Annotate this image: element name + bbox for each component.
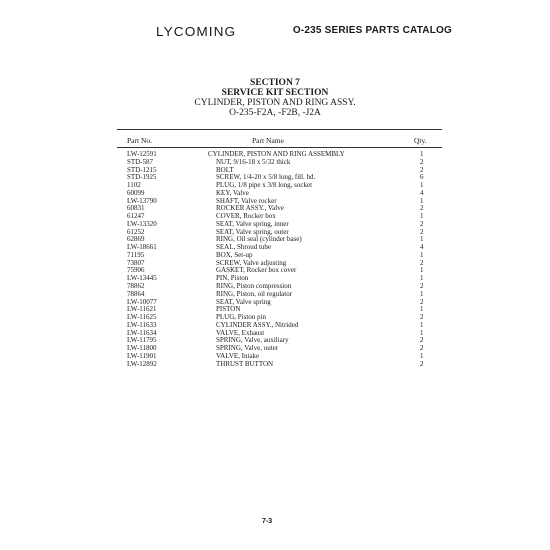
part-quantity: 2 <box>420 157 424 166</box>
part-name: BOX, Set-up <box>216 250 253 259</box>
part-name: SPRING, Valve, outer <box>216 344 279 353</box>
table-row <box>0 322 550 330</box>
part-quantity: 2 <box>420 282 424 291</box>
table-row <box>0 159 550 167</box>
part-number: STD-1925 <box>127 173 157 182</box>
part-name: RING, Piston compression <box>216 282 292 291</box>
part-number: LW-13790 <box>127 196 157 205</box>
part-name: PIN, Piston <box>216 274 249 283</box>
part-quantity: 1 <box>420 351 424 360</box>
part-number: 71195 <box>127 250 145 259</box>
part-number: 1102 <box>127 181 141 190</box>
part-quantity: 4 <box>420 243 424 252</box>
part-number: LW-11800 <box>127 344 157 353</box>
part-number: 75906 <box>127 266 145 275</box>
part-quantity: 1 <box>420 181 424 190</box>
section-title: SERVICE KIT SECTION <box>221 88 329 98</box>
part-number: LW-13320 <box>127 219 157 228</box>
part-number: LW-11621 <box>127 305 157 314</box>
part-name: SHAFT, Valve rocker <box>216 196 277 205</box>
part-number: LW-11633 <box>127 320 157 329</box>
part-quantity: 1 <box>420 305 424 314</box>
part-quantity: 2 <box>420 165 424 174</box>
table-top-rule <box>117 129 442 130</box>
table-row <box>0 299 550 307</box>
table-row <box>0 306 550 314</box>
part-quantity: 1 <box>420 328 424 337</box>
part-number: STD-587 <box>127 157 154 166</box>
part-name: SEAT, Valve spring <box>216 297 271 306</box>
part-quantity: 2 <box>420 313 424 322</box>
catalog-title: O-235 SERIES PARTS CATALOG <box>292 25 452 36</box>
parts-table-body <box>0 151 550 368</box>
part-name: VALVE, Exhaust <box>216 328 265 337</box>
part-number: STD-1215 <box>127 165 157 174</box>
part-name: SCREW, 1/4-20 x 5/8 long, fill. hd. <box>216 173 316 182</box>
brand-logo-text: LYCOMING <box>156 24 237 39</box>
table-row <box>0 291 550 299</box>
part-name: SEAT, Valve spring, outer <box>216 227 289 236</box>
part-name: PLUG, 1/8 pipe x 3/8 long, socket <box>216 181 313 190</box>
assembly-title: CYLINDER, PISTON AND RING ASSY. <box>194 98 356 108</box>
part-number: 62869 <box>127 235 145 244</box>
part-name: VALVE, Intake <box>216 351 260 360</box>
part-name: COVER, Rocker box <box>216 212 276 221</box>
part-number: LW-13445 <box>127 274 157 283</box>
part-quantity: 2 <box>420 336 424 345</box>
table-row <box>0 345 550 353</box>
part-number: LW-11901 <box>127 351 157 360</box>
section-number: SECTION 7 <box>250 78 300 88</box>
table-row <box>0 353 550 361</box>
part-name: CYLINDER, PISTON AND RING ASSEMBLY <box>208 150 345 158</box>
part-number: LW-10077 <box>127 297 157 306</box>
part-number: LW-12591 <box>127 150 157 158</box>
part-name: PISTON <box>216 305 241 314</box>
part-name: THRUST BUTTON <box>216 359 274 368</box>
part-quantity: 2 <box>420 258 424 267</box>
part-number: 73807 <box>127 258 145 267</box>
part-number: 78862 <box>127 282 145 291</box>
part-name: KEY, Valve <box>216 188 249 197</box>
part-name: BOLT <box>216 165 234 174</box>
table-header-rule <box>117 147 442 148</box>
part-quantity: 1 <box>420 250 424 259</box>
part-number: 61247 <box>127 212 145 221</box>
part-number: 60099 <box>127 188 145 197</box>
part-number: LW-12892 <box>127 359 157 368</box>
part-name: CYLINDER ASSY., Nitrided <box>216 320 299 329</box>
page-number: 7-3 <box>262 518 273 525</box>
table-row <box>0 267 550 275</box>
part-number: LW-11625 <box>127 313 157 322</box>
part-quantity: 1 <box>420 196 424 205</box>
model-list: O-235-F2A, -F2B, -J2A <box>229 108 321 118</box>
table-row <box>0 244 550 252</box>
table-row <box>0 182 550 190</box>
table-row <box>0 236 550 244</box>
part-quantity: 4 <box>420 188 424 197</box>
table-row <box>0 361 550 369</box>
part-quantity: 1 <box>420 266 424 275</box>
part-number: LW-11795 <box>127 336 157 345</box>
part-quantity: 2 <box>420 344 424 353</box>
part-name: RING, Oil seal (cylinder base) <box>216 235 302 244</box>
part-number: 78864 <box>127 289 145 298</box>
part-name: ROCKER ASSY., Valve <box>216 204 284 213</box>
part-name: PLUG, Piston pin <box>216 313 266 322</box>
part-quantity: 1 <box>420 289 424 298</box>
part-name: SEAT, Valve spring, inner <box>216 219 289 228</box>
part-quantity: 2 <box>420 297 424 306</box>
part-name: SCREW, Valve adjusting <box>216 258 287 267</box>
part-quantity: 1 <box>420 212 424 221</box>
part-quantity: 2 <box>420 204 424 213</box>
column-header-qty: Qty. <box>414 136 427 145</box>
part-quantity: 6 <box>420 173 424 182</box>
part-quantity: 1 <box>420 150 424 158</box>
column-header-part-no: Part No. <box>127 136 152 145</box>
part-name: RING, Piston, oil regulator <box>216 289 293 298</box>
part-quantity: 2 <box>420 227 424 236</box>
part-number: LW-18661 <box>127 243 157 252</box>
part-number: 60831 <box>127 204 145 213</box>
part-quantity: 1 <box>420 274 424 283</box>
part-quantity: 2 <box>420 219 424 228</box>
part-name: SPRING, Valve, auxiliary <box>216 336 289 345</box>
part-quantity: 1 <box>420 235 424 244</box>
part-quantity: 1 <box>420 320 424 329</box>
part-name: GASKET, Rocker box cover <box>216 266 297 275</box>
part-name: NUT, 9/16-18 x 5/32 thick <box>216 157 291 166</box>
part-number: 61252 <box>127 227 145 236</box>
part-name: SEAL, Shroud tube <box>216 243 272 252</box>
part-quantity: 2 <box>420 359 424 368</box>
section-headings <box>100 78 450 118</box>
column-header-part-name: Part Name <box>252 136 284 145</box>
part-number: LW-11634 <box>127 328 157 337</box>
